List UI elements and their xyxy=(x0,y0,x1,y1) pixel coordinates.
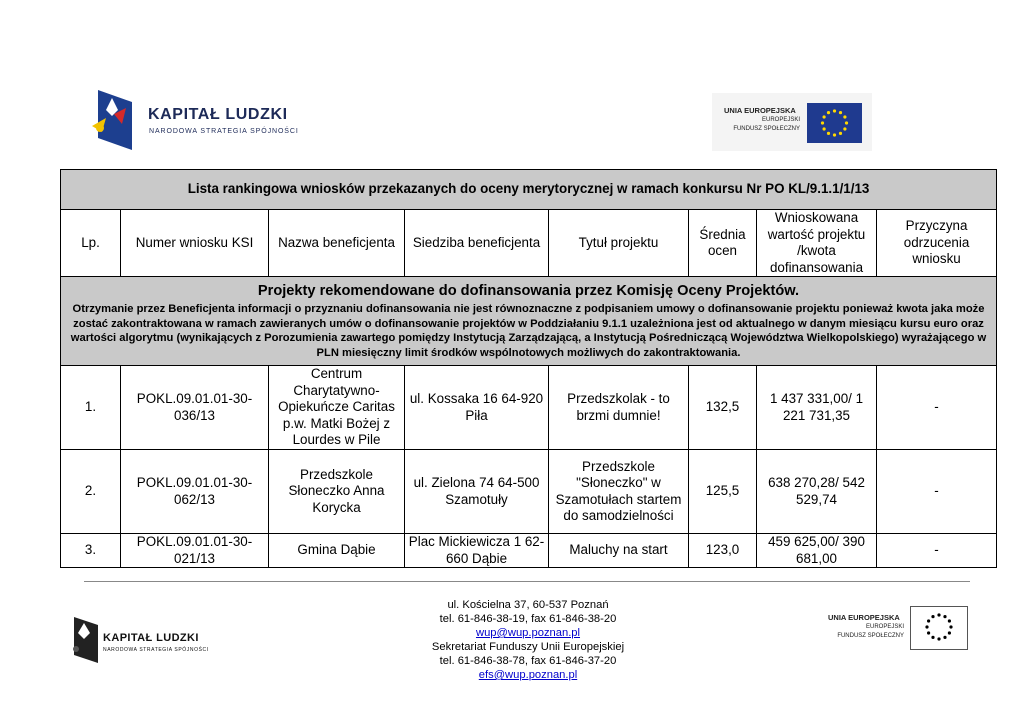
cell-reason: - xyxy=(877,534,997,568)
eu-line3-footer: FUNDUSZ SPOŁECZNY xyxy=(837,633,904,639)
cell-reason: - xyxy=(877,366,997,450)
email-link-wup[interactable]: wup@wup.poznan.pl xyxy=(475,627,581,639)
cell-score: 132,5 xyxy=(689,366,757,450)
eu-flag-icon xyxy=(807,103,862,143)
kapital-ludzki-emblem-icon xyxy=(92,88,152,150)
column-header: Lp. xyxy=(61,210,121,277)
footer-contact xyxy=(380,598,676,682)
email-link-efs[interactable]: efs@wup.poznan.pl xyxy=(478,669,578,681)
footer-department: Sekretariat Funduszy Unii Europejskiej xyxy=(431,641,625,653)
cell-name: Centrum Charytatywno-Opiekuńcze Caritas p.w. Matki Bożej z Lourdes w Pile xyxy=(269,366,405,450)
kapital-ludzki-name-footer: KAPITAŁ LUDZKI xyxy=(103,632,199,644)
footer-phone-2: tel. 61-846-38-78, fax 61-846-37-20 xyxy=(439,655,617,667)
table-row xyxy=(61,366,997,450)
footer-address: ul. Kościelna 37, 60-537 Poznań xyxy=(447,599,609,611)
eu-line3: FUNDUSZ SPOŁECZNY xyxy=(733,126,800,132)
cell-seat: ul. Zielona 74 64-500 Szamotuły xyxy=(405,450,549,534)
cell-ksi: POKL.09.01.01-30-021/13 xyxy=(121,534,269,568)
eu-line1: UNIA EUROPEJSKA xyxy=(724,106,796,115)
eu-efs-logo-footer xyxy=(816,603,974,653)
cell-ksi: POKL.09.01.01-30-036/13 xyxy=(121,366,269,450)
cell-score: 125,5 xyxy=(689,450,757,534)
cell-seat: ul. Kossaka 16 64-920 Piła xyxy=(405,366,549,450)
cell-reason: - xyxy=(877,450,997,534)
cell-title: Maluchy na start xyxy=(549,534,689,568)
section-note: Otrzymanie przez Beneficjenta informacji o przyznaniu dofinansowania nie jest równoznaczne z podpisaniem umowy o dofinansowanie projektu ponieważ kwota jaka może zostać zakontraktowana w ramach zawieranych umów o dofinansowanie projektów w Poddziałaniu 9.1.1 uzależniona jest od aktualnego w danym miesiącu kursu euro oraz wartości algorytmu (wynikających z Porozumienia zawartego pomiędzy Instytucją Zarządzającą, a Instytucją Pośredniczącą Województwa Wielkopolskiego) wyrażającego w PLN miesięczny limit środków wspólnotowych możliwych do zakontraktowania. xyxy=(70,303,987,359)
section-header xyxy=(61,277,997,366)
cell-name: Przedszkole Słoneczko Anna Korycka xyxy=(269,450,405,534)
cell-seat: Plac Mickiewicza 1 62-660 Dąbie xyxy=(405,534,549,568)
cell-lp: 1. xyxy=(61,366,121,450)
table-title: Lista rankingowa wniosków przekazanych do oceny merytorycznej w ramach konkursu Nr PO KL/9.1.1/1/13 xyxy=(61,170,997,210)
footer-phone-1: tel. 61-846-38-19, fax 61-846-38-20 xyxy=(439,613,617,625)
column-header: Numer wniosku KSI xyxy=(121,210,269,277)
cell-name: Gmina Dąbie xyxy=(269,534,405,568)
column-header: Średnia ocen xyxy=(689,210,757,277)
kapital-ludzki-emblem-icon xyxy=(70,615,102,665)
cell-score: 123,0 xyxy=(689,534,757,568)
column-header: Siedziba beneficjenta xyxy=(405,210,549,277)
eu-flag-icon xyxy=(910,606,968,650)
column-header: Przyczyna odrzucenia wniosku xyxy=(877,210,997,277)
column-header: Tytuł projektu xyxy=(549,210,689,277)
cell-lp: 2. xyxy=(61,450,121,534)
footer-divider xyxy=(84,581,970,582)
kapital-ludzki-name: KAPITAŁ LUDZKI xyxy=(148,106,288,123)
kapital-ludzki-subtitle: NARODOWA STRATEGIA SPÓJNOŚCI xyxy=(149,128,299,135)
cell-lp: 3. xyxy=(61,534,121,568)
table-row xyxy=(61,450,997,534)
column-header: Wnioskowana wartość projektu /kwota dofinansowania xyxy=(757,210,877,277)
eu-line1-footer: UNIA EUROPEJSKA xyxy=(828,613,900,622)
cell-value: 1 437 331,00/ 1 221 731,35 xyxy=(757,366,877,450)
column-header: Nazwa beneficjenta xyxy=(269,210,405,277)
table-row xyxy=(61,534,997,568)
cell-title: Przedszkolak - to brzmi dumnie! xyxy=(549,366,689,450)
cell-value: 638 270,28/ 542 529,74 xyxy=(757,450,877,534)
section-title: Projekty rekomendowane do dofinansowania przez Komisję Oceny Projektów. xyxy=(257,283,800,299)
cell-ksi: POKL.09.01.01-30-062/13 xyxy=(121,450,269,534)
cell-value: 459 625,00/ 390 681,00 xyxy=(757,534,877,568)
kapital-ludzki-subtitle-footer: NARODOWA STRATEGIA SPÓJNOŚCI xyxy=(103,647,209,653)
ranking-table xyxy=(60,169,997,568)
eu-line2-footer: EUROPEJSKI xyxy=(865,624,904,630)
eu-efs-logo xyxy=(712,93,872,151)
cell-title: Przedszkole "Słoneczko" w Szamotułach startem do samodzielności xyxy=(549,450,689,534)
eu-line2: EUROPEJSKI xyxy=(761,117,800,123)
